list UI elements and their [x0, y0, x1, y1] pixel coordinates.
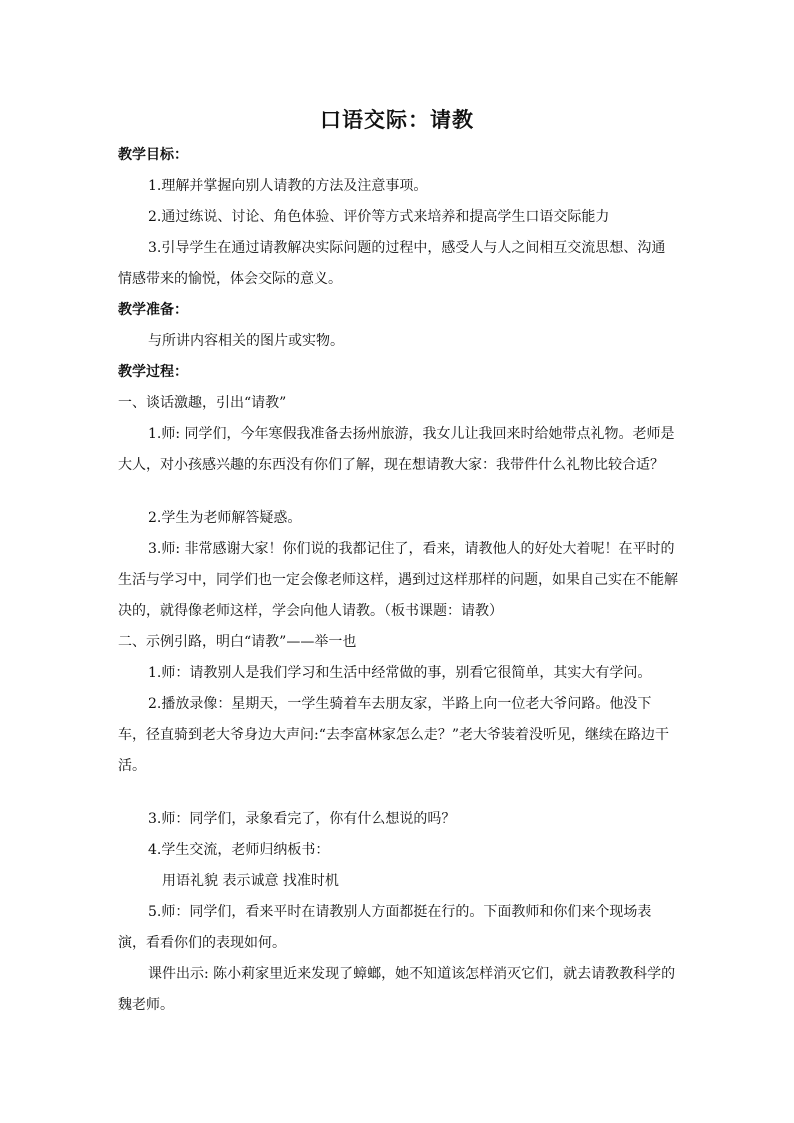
courseware-text: 课件出示: 陈小莉家里近来发现了蟑螂，她不知道该怎样消灭它们，就去请教教科学的魏老师。 — [118, 966, 676, 1013]
part2-item: 3.师：同学们，录象看完了，你有什么想说的吗？ — [148, 811, 456, 827]
goal-item: 3.引导学生在通过请教解决实际问题的过程中，感受人与人之间相互交流思想、沟通情感带来的愉悦，体会交际的意义。 — [118, 240, 666, 287]
part2-item: 1.师：请教别人是我们学习和生活中经常做的事，别看它很简单，其实大有学问。 — [148, 665, 652, 681]
part2-heading: 二、示例引路，明白“请教”——举一也 — [118, 634, 357, 650]
spacer — [118, 481, 678, 503]
goal-item: 1.理解并掌握向别人请教的方法及注意事项。 — [148, 178, 428, 194]
page-title: 口语交际：请教 — [320, 107, 474, 132]
part1-item: 1.师: 同学们，今年寒假我准备去扬州旅游，我女儿让我回来时给她带点礼物。老师是大人，对小孩感兴趣的东西没有你们了解，现在想请教大家：我带件什么礼物比较合适？ — [118, 426, 675, 473]
part1-item: 3.师: 非常感谢大家！你们说的我都记住了，看来，请教他人的好处大着呢！在平时的生活与学习中，同学们也一定会像老师这样，遇到过这样那样的问题，如果自己实在不能解决的，就得像老师这样，学会向他人请教。（板书课题：请教） — [118, 541, 678, 619]
document-body — [118, 140, 678, 1021]
part2-item: 4.学生交流，老师归纳板书： — [148, 842, 330, 858]
goals-heading: 教学目标： — [118, 147, 188, 163]
goal-item: 2.通过练说、讨论、角色体验、评价等方式来培养和提高学生口语交际能力 — [148, 209, 610, 225]
board-summary: 用语礼貌 表示诚意 找准时机 — [162, 873, 339, 889]
part2-item: 2.播放录像：星期天，一学生骑着车去朋友家，半路上向一位老大爷问路。他没下车，径直骑到老大爷身边大声问:“去李富林家怎么走？”老大爷装着没听见，继续在路边干活。 — [118, 696, 670, 774]
spacer — [118, 782, 678, 804]
part1-heading: 一、谈话激趣，引出“请教” — [118, 395, 287, 411]
part2-item: 5.师：同学们，看来平时在请教别人方面都挺在行的。下面教师和你们来个现场表演，看看你们的表现如何。 — [118, 904, 652, 951]
process-heading: 教学过程： — [118, 364, 188, 380]
part1-item: 2.学生为老师解答疑惑。 — [148, 510, 302, 526]
prep-text: 与所讲内容相关的图片或实物。 — [148, 333, 344, 349]
prep-heading: 教学准备： — [118, 302, 188, 318]
